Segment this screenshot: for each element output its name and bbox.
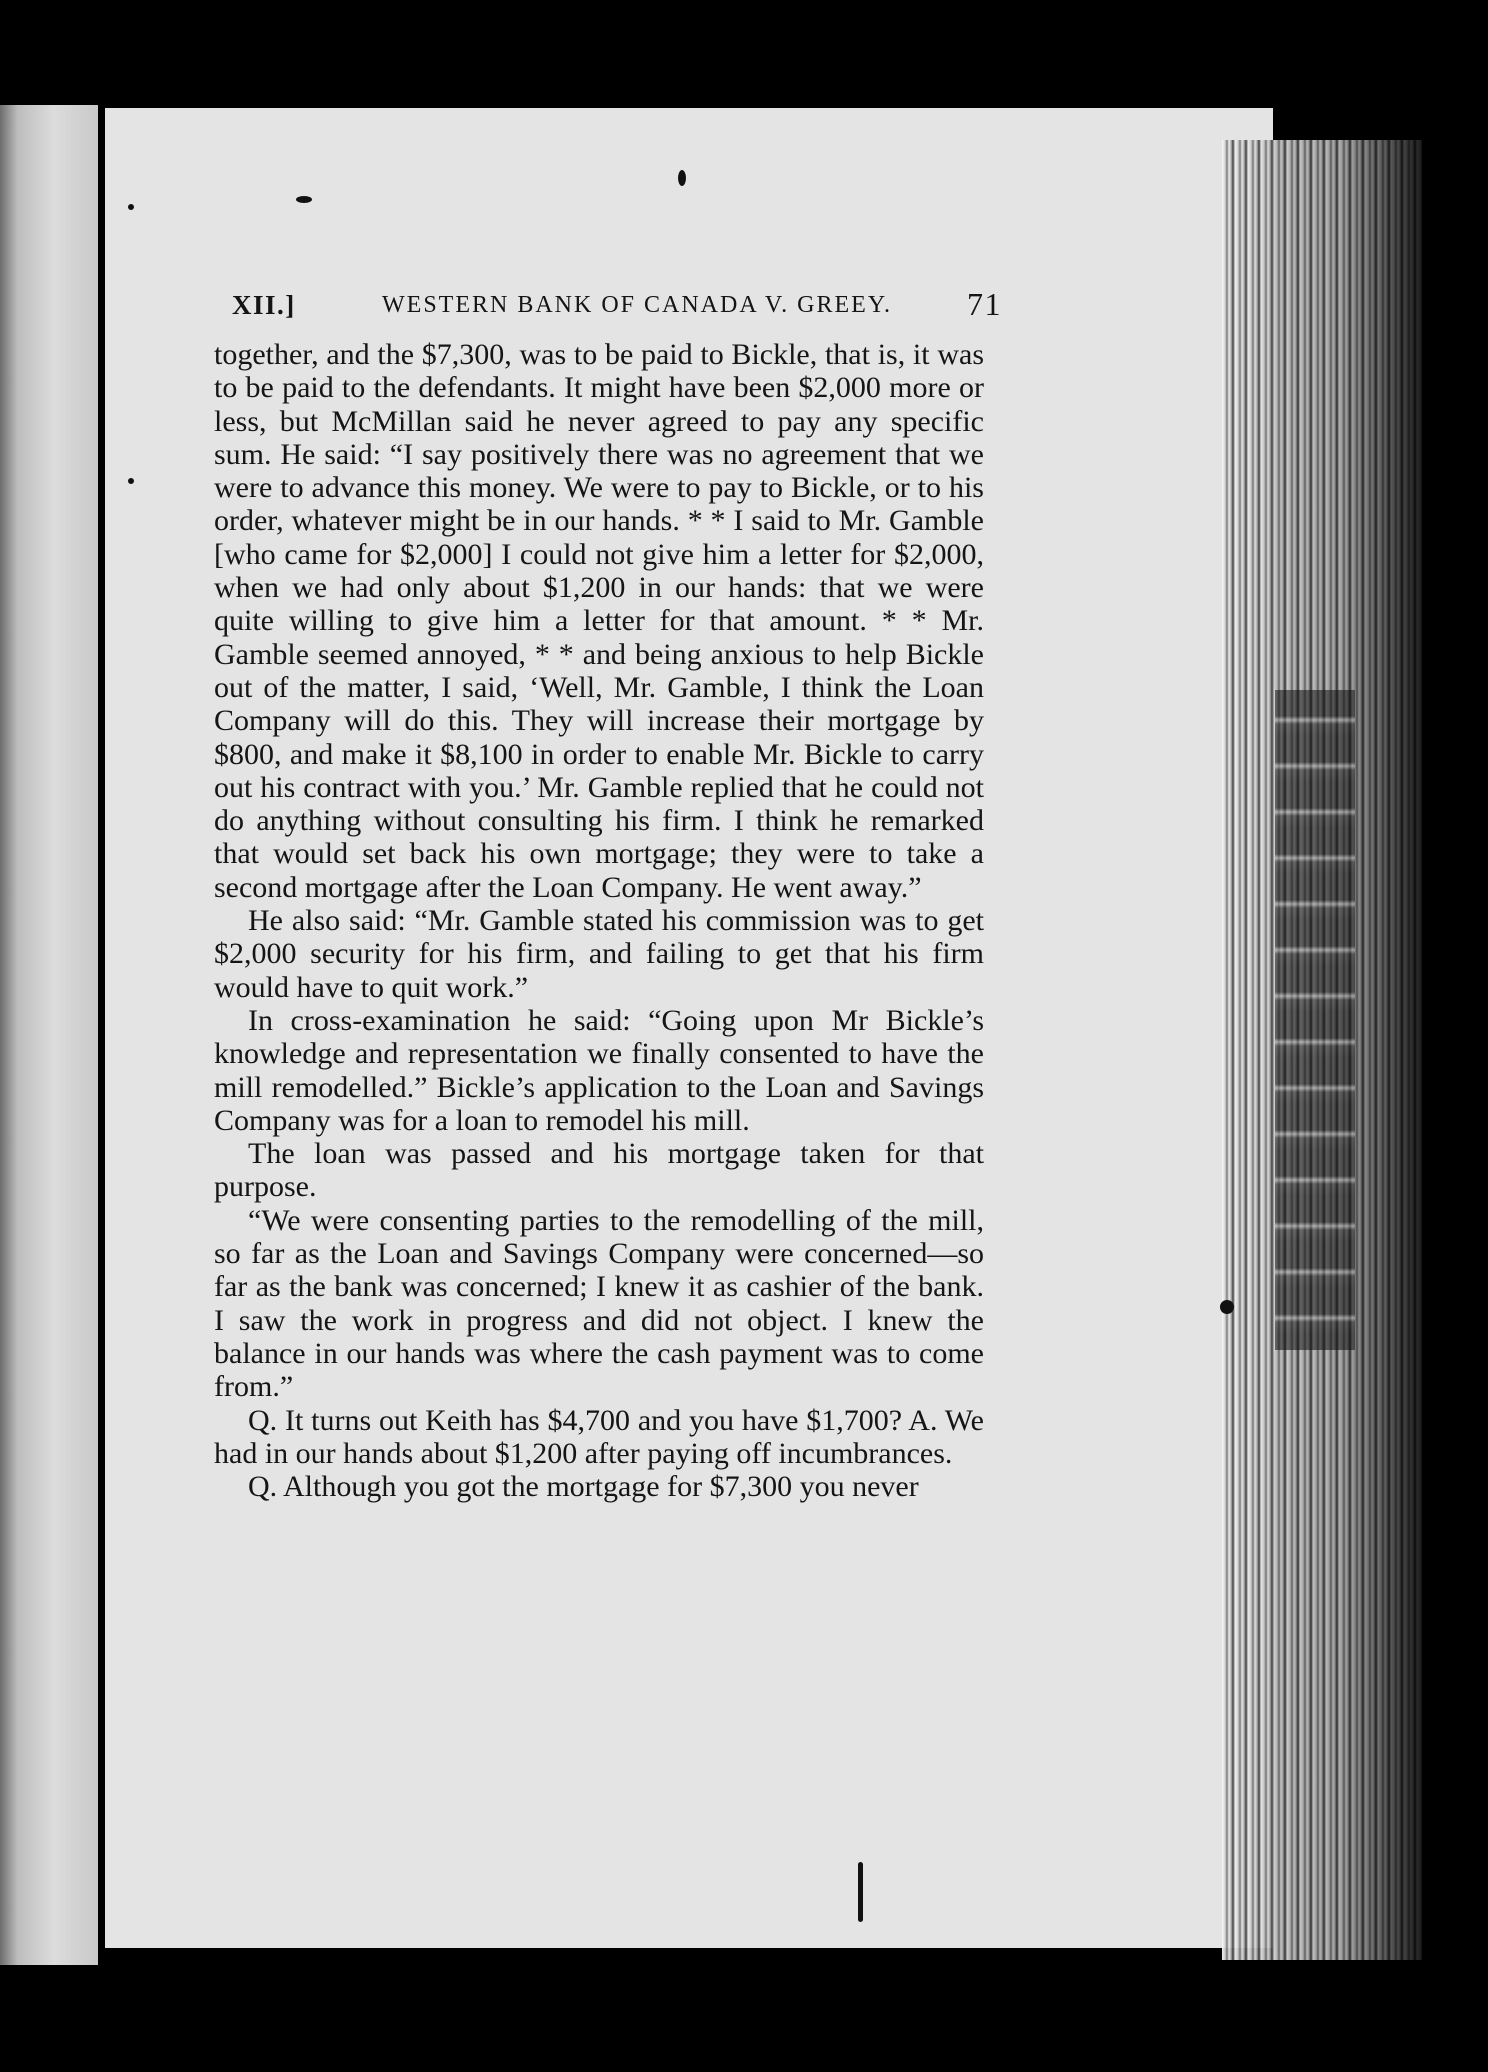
scan-speck (858, 1862, 863, 1922)
scan-speck (678, 170, 686, 186)
section-number: XII.] (232, 290, 296, 320)
library-stamp (1275, 690, 1355, 1350)
running-head (232, 286, 1002, 332)
running-title: WESTERN BANK OF CANADA V. GREEY. (382, 292, 893, 318)
paragraph: Q. It turns out Keith has $4,700 and you have $1,700? A. We had in our hands about $1,200 after paying off incumbrances. (214, 1403, 984, 1470)
paragraph: The loan was passed and his mortgage taken for that purpose. (214, 1137, 984, 1204)
scan-speck (128, 478, 134, 484)
scan-speck (296, 196, 312, 203)
page-number: 71 (967, 286, 1002, 322)
scan-speck (1220, 1300, 1234, 1314)
paragraph: together, and the $7,300, was to be paid to Bickle, that is, it was to be paid to the defendants. It might have been $2,000 more or less, but McMillan said he never agreed to pay any specific sum. He said: “I say positively there was no agreement that we were to advance this money. We were to pay to Bickle, or to his order, whatever might be in our hands. * * I said to Mr. Gamble [who came for $2,000] I could not give him a letter for $2,000, when we had only about $1,200 in our hands: that we were quite willing to give him a letter for that amount. * * Mr. Gamble seemed annoyed, * * and being anxious to help Bickle out of the matter, I said, ‘Well, Mr. Gamble, I think the Loan Company will do this. They will increase their mortgage by $800, and make it $8,100 in order to enable Mr. Bickle to carry out his contract with you.’ Mr. Gamble replied that he could not do anything without consulting his firm. I think he remarked that would set back his own mortgage; they were to take a second mortgage after the Loan Company. He went away.” (214, 338, 984, 904)
paragraph: He also said: “Mr. Gamble stated his commission was to get $2,000 security for his firm, and failing to get that his firm would have to quit work.” (214, 904, 984, 1004)
scan-speck (128, 204, 134, 210)
body-text (214, 338, 984, 1503)
paragraph: “We were consenting parties to the remodelling of the mill, so far as the Loan and Savings Company were concerned—so far as the bank was concerned; I knew it as cashier of the bank. I saw the work in progress and did not object. I knew the balance in our hands was where the cash payment was to come from.” (214, 1203, 984, 1404)
paragraph: Q. Although you got the mortgage for $7,300 you never (248, 1470, 919, 1504)
facing-page-edge (0, 105, 98, 1965)
paragraph: In cross-examination he said: “Going upon Mr Bickle’s knowledge and representation we finally consented to have the mill remodelled.” Bickle’s application to the Loan and Savings Company was for a loan to remodel his mill. (214, 1003, 984, 1137)
